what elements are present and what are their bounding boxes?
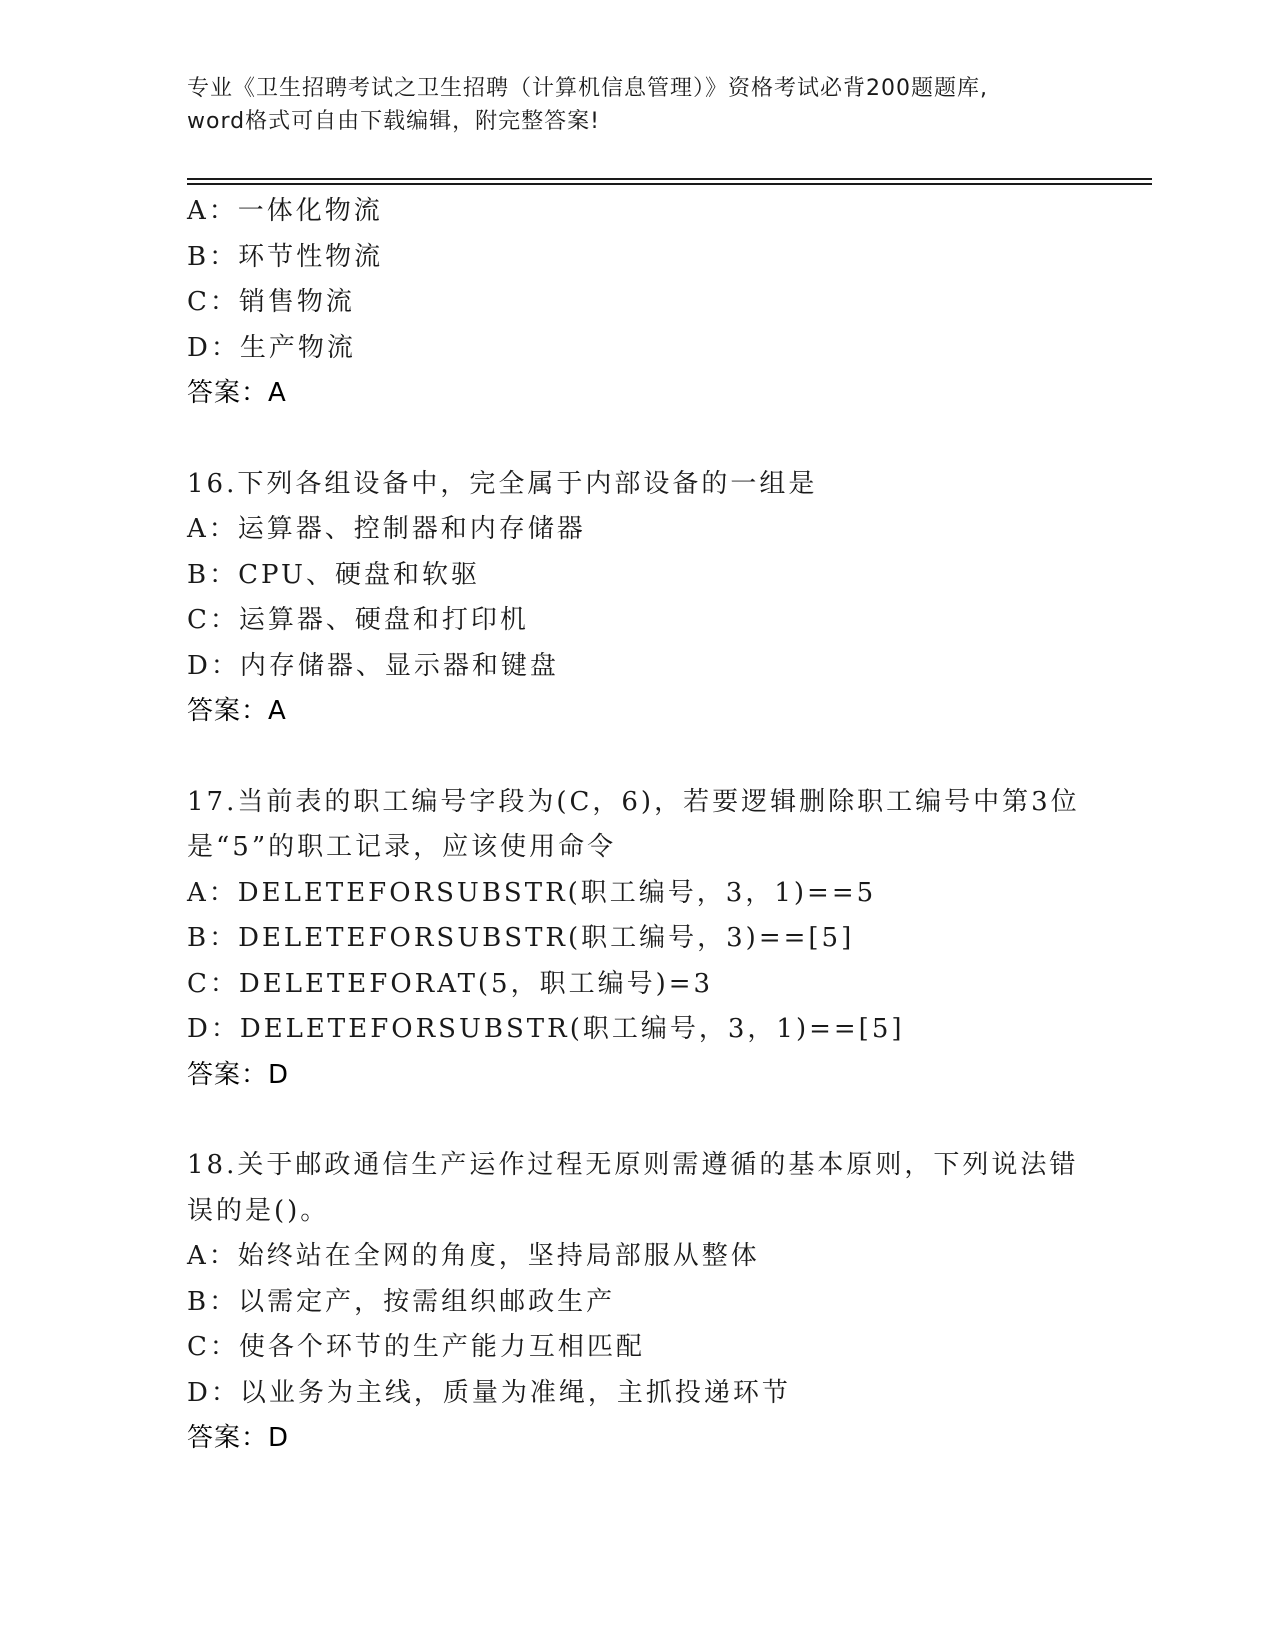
answer-line: 答案：A [187,696,287,726]
option-d: D：内存储器、显示器和键盘 [187,650,559,681]
option-c: C：DELETEFORAT(5，职工编号)=3 [187,968,714,999]
option-c: C：销售物流 [187,287,355,317]
document-header [187,72,1087,138]
answer-line: 答案：A [187,378,287,408]
header-rule-bottom [187,183,1152,185]
option-a: A：DELETEFORSUBSTR(职工编号，3，1)==5 [187,877,877,908]
question-18 [187,1143,1087,1462]
question-stem: 16.下列各组设备中，完全属于内部设备的一组是 [187,468,818,499]
option-a: A：运算器、控制器和内存储器 [187,514,586,544]
question-stem-continued: 是“5”的职工记录，应该使用命令 [187,832,617,862]
option-b: B：以需定产，按需组织邮政生产 [187,1286,616,1317]
question-17 [187,780,1087,1099]
header-line-1: 专业《卫生招聘考试之卫生招聘（计算机信息管理）》资格考试必背200题题库, [187,76,988,101]
option-b: B：CPU、硬盘和软驱 [187,559,480,590]
option-a: A：始终站在全网的角度，坚持局部服从整体 [187,1241,760,1271]
question-16 [187,462,1087,735]
option-d: D：生产物流 [187,332,356,363]
option-b: B：环节性物流 [187,241,384,272]
question-stem-continued: 误的是()。 [187,1195,330,1226]
question-stem: 18.关于邮政通信生产运作过程无原则需遵循的基本原则，下列说法错 [187,1150,1079,1180]
spacer [187,1098,1087,1143]
option-c: C：使各个环节的生产能力互相匹配 [187,1332,645,1362]
answer-line: 答案：D [187,1059,290,1090]
option-b: B：DELETEFORSUBSTR(职工编号，3)==[5] [187,923,855,953]
question-stem: 17.当前表的职工编号字段为(C，6)，若要逻辑删除职工编号中第3位 [187,786,1080,817]
spacer [187,735,1087,780]
option-d: D：以业务为主线，质量为准绳，主抓投递环节 [187,1377,791,1408]
option-c: C：运算器、硬盘和打印机 [187,605,529,635]
answer-line: 答案：D [187,1423,290,1453]
spacer [187,417,1087,462]
document-body [187,189,1087,1462]
header-line-2: word格式可自由下载编辑，附完整答案! [187,109,600,134]
prev-question-block [187,189,1087,417]
header-rule-top [187,178,1152,180]
option-d: D：DELETEFORSUBSTR(职工编号，3，1)==[5] [187,1014,905,1044]
option-a: A：一体化物流 [187,196,383,226]
